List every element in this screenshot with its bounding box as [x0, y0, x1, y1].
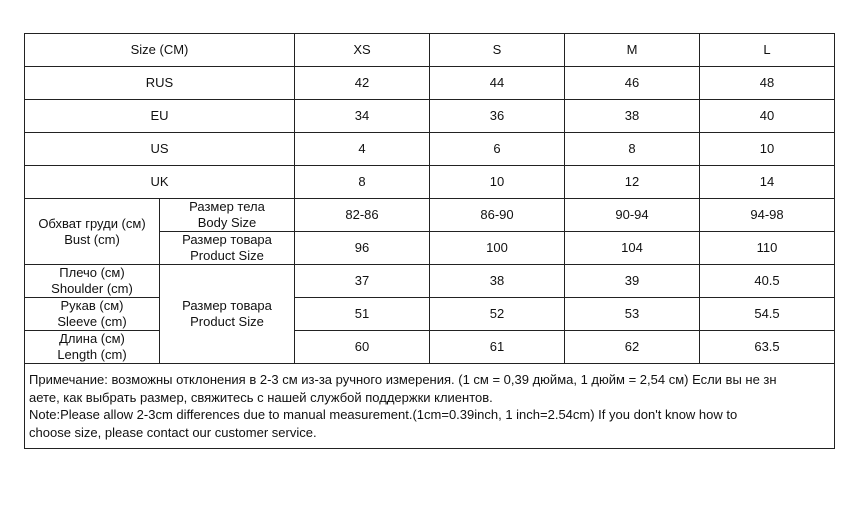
size-s-header: S	[430, 34, 565, 67]
body-size-label-ru: Размер тела	[189, 199, 265, 214]
shoulder-label-en: Shoulder (cm)	[51, 281, 133, 296]
bust-product-size-label-ru: Размер товара	[182, 232, 272, 247]
eu-l: 40	[700, 100, 835, 133]
length-label	[25, 331, 160, 364]
shoulder-s: 38	[430, 265, 565, 298]
size-header-label: Size (CM)	[25, 34, 295, 67]
product-size-group-label-ru: Размер товара	[182, 298, 272, 313]
measurement-note	[25, 364, 835, 449]
rus-label: RUS	[25, 67, 295, 100]
bust-label-en: Bust (cm)	[64, 231, 120, 247]
uk-row	[25, 166, 835, 199]
bust-label-ru: Обхват груди (см)	[38, 215, 146, 231]
rus-s: 44	[430, 67, 565, 100]
uk-m: 12	[565, 166, 700, 199]
us-s: 6	[430, 133, 565, 166]
shoulder-row	[25, 265, 835, 298]
bust-label	[25, 199, 160, 265]
body-size-label	[160, 199, 295, 232]
uk-xs: 8	[295, 166, 430, 199]
note-line-4: choose size, please contact our customer service.	[29, 424, 317, 440]
shoulder-label-ru: Плечо (см)	[59, 265, 125, 280]
note-row	[25, 364, 835, 449]
us-l: 10	[700, 133, 835, 166]
bust-product-m: 104	[565, 232, 700, 265]
uk-label: UK	[25, 166, 295, 199]
eu-s: 36	[430, 100, 565, 133]
length-l: 63.5	[700, 331, 835, 364]
uk-l: 14	[700, 166, 835, 199]
shoulder-xs: 37	[295, 265, 430, 298]
length-label-en: Length (cm)	[57, 347, 127, 362]
bust-body-s: 86-90	[430, 199, 565, 232]
bust-body-l: 94-98	[700, 199, 835, 232]
length-row	[25, 331, 835, 364]
size-m-header: M	[565, 34, 700, 67]
us-m: 8	[565, 133, 700, 166]
us-row	[25, 133, 835, 166]
rus-l: 48	[700, 67, 835, 100]
length-m: 62	[565, 331, 700, 364]
eu-label: EU	[25, 100, 295, 133]
rus-xs: 42	[295, 67, 430, 100]
length-xs: 60	[295, 331, 430, 364]
us-label: US	[25, 133, 295, 166]
body-size-label-en: Body Size	[197, 215, 257, 230]
eu-row	[25, 100, 835, 133]
product-size-group-label-en: Product Size	[190, 314, 264, 329]
rus-m: 46	[565, 67, 700, 100]
bust-product-xs: 96	[295, 232, 430, 265]
sleeve-l: 54.5	[700, 298, 835, 331]
rus-row	[25, 67, 835, 100]
note-line-2: аете, как выбрать размер, свяжитесь с нашей службой поддержки клиентов.	[29, 389, 493, 405]
size-chart-table	[24, 33, 835, 449]
sleeve-label	[25, 298, 160, 331]
us-xs: 4	[295, 133, 430, 166]
length-label-ru: Длина (см)	[59, 331, 125, 346]
eu-m: 38	[565, 100, 700, 133]
bust-product-s: 100	[430, 232, 565, 265]
shoulder-m: 39	[565, 265, 700, 298]
bust-body-m: 90-94	[565, 199, 700, 232]
size-xs-header: XS	[295, 34, 430, 67]
sleeve-row	[25, 298, 835, 331]
sleeve-label-en: Sleeve (cm)	[57, 314, 127, 329]
bust-product-size-label	[160, 232, 295, 265]
sleeve-label-ru: Рукав (см)	[60, 298, 124, 313]
uk-s: 10	[430, 166, 565, 199]
bust-body-row	[25, 199, 835, 232]
shoulder-l: 40.5	[700, 265, 835, 298]
sleeve-xs: 51	[295, 298, 430, 331]
eu-xs: 34	[295, 100, 430, 133]
bust-body-xs: 82-86	[295, 199, 430, 232]
size-header-row	[25, 34, 835, 67]
note-line-3: Note:Please allow 2-3cm differences due to manual measurement.(1cm=0.39inch, 1 inch=2.54cm) If you don't know how to	[29, 407, 738, 422]
length-s: 61	[430, 331, 565, 364]
shoulder-label	[25, 265, 160, 298]
product-size-group-label	[160, 265, 295, 364]
sleeve-s: 52	[430, 298, 565, 331]
size-l-header: L	[700, 34, 835, 67]
note-line-1: Примечание: возможны отклонения в 2-3 см из-за ручного измерения. (1 см = 0,39 дюйма, 1 дюйм = 2,54 см) Если вы не зн	[29, 372, 777, 387]
sleeve-m: 53	[565, 298, 700, 331]
bust-product-size-label-en: Product Size	[190, 248, 264, 263]
bust-product-l: 110	[700, 232, 835, 265]
